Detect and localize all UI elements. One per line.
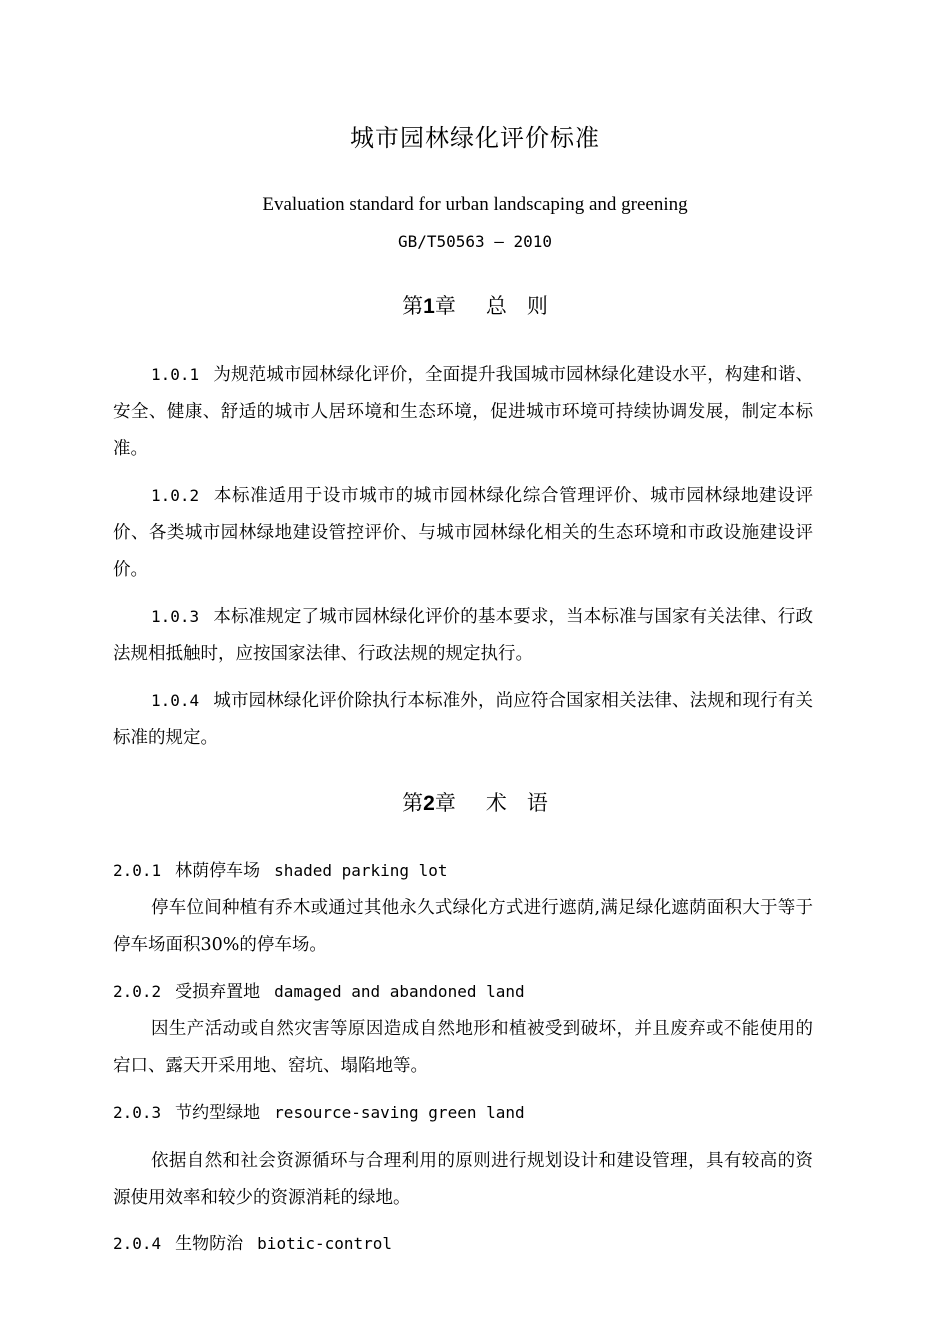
clause-text: 为规范城市园林绿化评价，全面提升我国城市园林绿化建设水平，构建和谐、安全、健康、舒适的城市人居环境和生态环境，促进城市环境可持续协调发展，制定本标准。 [113, 365, 813, 459]
term-number: 2.0.3 [113, 1103, 162, 1122]
chapter-name-char: 则 [526, 294, 548, 318]
chapter-number: 1 [423, 295, 435, 318]
term-number: 2.0.2 [113, 982, 162, 1001]
term-number: 2.0.1 [113, 861, 162, 880]
term-2-0-2-heading [113, 978, 813, 1006]
term-english: resource-saving green land [274, 1103, 525, 1122]
term-2-0-1-definition: 停车位间种植有乔木或通过其他永久式绿化方式进行遮荫,满足绿化遮荫面积大于等于停车场面积30%的停车场。 [113, 898, 813, 955]
term-2-0-3-definition: 依据自然和社会资源循环与合理利用的原则进行规划设计和建设管理，具有较高的资源使用效率和较少的资源消耗的绿地。 [113, 1151, 813, 1208]
term-2-0-2-definition: 因生产活动或自然灾害等原因造成自然地形和植被受到破坏，并且废弃或不能使用的宕口、露天开采用地、窑坑、塌陷地等。 [113, 1019, 813, 1076]
clause-text: 本标准适用于设市城市的城市园林绿化综合管理评价、城市园林绿地建设评价、各类城市园林绿地建设管控评价、与城市园林绿化相关的生态环境和市政设施建设评价。 [113, 486, 813, 580]
clause-1-0-1 [113, 356, 813, 468]
clause-number: 1.0.2 [151, 486, 200, 505]
term-chinese: 生物防治 [175, 1234, 244, 1254]
document-title-english: Evaluation standard for urban landscaping and greening [262, 194, 688, 215]
clause-1-0-3 [113, 598, 813, 673]
chapter-suffix: 章 [434, 294, 456, 318]
term-2-0-3-heading [113, 1099, 813, 1127]
clause-1-0-4 [113, 682, 813, 757]
clause-number: 1.0.3 [151, 607, 200, 626]
clause-number: 1.0.1 [151, 365, 200, 384]
chapter-prefix: 第 [402, 791, 424, 815]
term-2-0-4-heading [113, 1230, 813, 1258]
clause-text: 城市园林绿化评价除执行本标准外，尚应符合国家相关法律、法规和现行有关标准的规定。 [113, 691, 813, 748]
chapter-1-heading [0, 290, 950, 320]
chapter-2-heading [0, 787, 950, 817]
term-number: 2.0.4 [113, 1234, 162, 1253]
chapter-number: 2 [423, 792, 435, 815]
term-chinese: 受损弃置地 [175, 982, 261, 1002]
document-title: 城市园林绿化评价标准 [350, 124, 600, 152]
chapter-prefix: 第 [402, 294, 424, 318]
term-chinese: 节约型绿地 [175, 1103, 261, 1123]
chapter-name-char: 术 [485, 791, 507, 815]
chapter-name-char: 总 [485, 294, 507, 318]
chapter-name-char: 语 [526, 791, 548, 815]
term-english: damaged and abandoned land [274, 982, 525, 1001]
clause-number: 1.0.4 [151, 691, 200, 710]
term-chinese: 林荫停车场 [175, 861, 261, 881]
clause-1-0-2 [113, 477, 813, 589]
term-2-0-1-heading [113, 857, 813, 885]
clause-text: 本标准规定了城市园林绿化评价的基本要求，当本标准与国家有关法律、行政法规相抵触时，应按国家法律、行政法规的规定执行。 [113, 607, 813, 664]
term-english: biotic-control [257, 1234, 393, 1253]
chapter-suffix: 章 [434, 791, 456, 815]
term-english: shaded parking lot [274, 861, 448, 880]
standard-code: GB/T50563 — 2010 [397, 232, 553, 251]
